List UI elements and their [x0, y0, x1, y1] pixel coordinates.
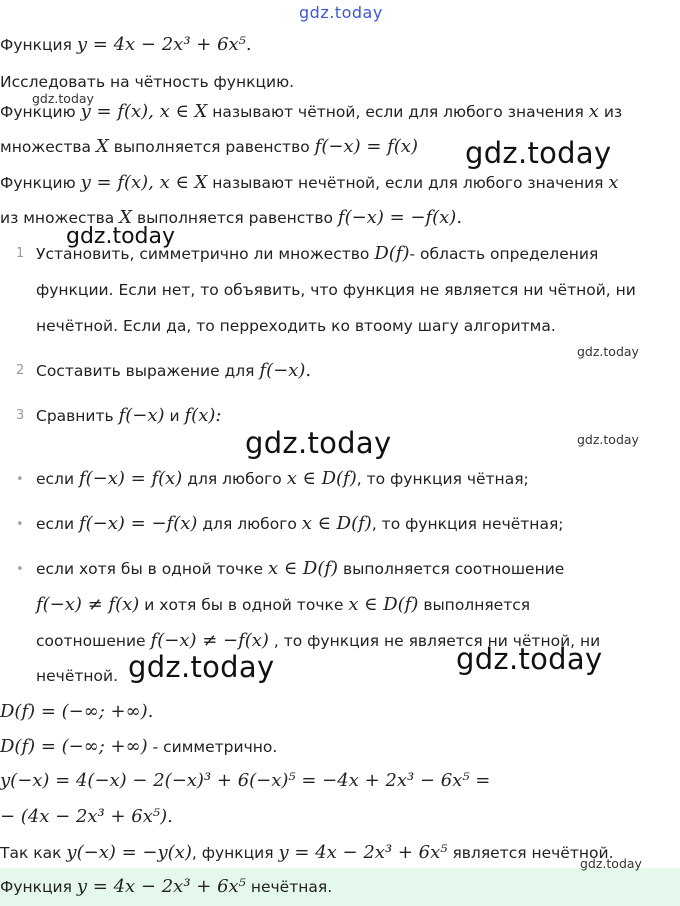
step-3 [36, 405, 221, 427]
bullet-neither-text-5: , то функция не является ни чётной, ни [273, 632, 601, 650]
answer-prefix: Функция [0, 878, 72, 896]
step-1-text-end: - область определения [409, 245, 599, 263]
solution-domain-formula: D(f) = (−∞; +∞) [0, 736, 148, 757]
def-odd-set-word: из множества [0, 209, 115, 227]
bullet-neither-text: если хотя бы в одной точке [36, 560, 264, 578]
step-1-text: Установить, симметрично ли множество [36, 245, 370, 263]
conclusion-text-3: является нечётной. [452, 844, 614, 862]
step-1-line-2: функции. Если нет, то объявить, что функция не является ни чётной, ни [36, 281, 636, 299]
solution-conclusion [0, 842, 614, 864]
watermark-small: gdz.today [580, 856, 642, 871]
def-even-x: x [588, 101, 599, 122]
conclusion-formula-2: y = 4x − 2x³ + 6x⁵ [278, 842, 448, 863]
conclusion-text-2: , функция [191, 844, 274, 862]
watermark-large: gdz.today [128, 650, 275, 684]
bullet-neither-text-2: и хотя бы в одной точке [144, 596, 344, 614]
step-number-1: 1 [16, 246, 25, 261]
task-prefix: Функция [0, 36, 72, 54]
bullet-odd [36, 513, 564, 535]
def-even-line-2 [0, 136, 418, 158]
def-odd-set: X [119, 207, 133, 228]
def-odd-text: называют нечётной, если для любого значения [212, 174, 604, 192]
watermark-small: gdz.today [32, 91, 94, 106]
bullet-even-b: для любого [187, 470, 282, 488]
bullet-odd-b: для любого [202, 515, 297, 533]
bullet-neither-text-3: выполняется [423, 596, 531, 614]
def-odd-formula: y = f(x), x ∈ X [80, 172, 208, 193]
def-even-text: называют чётной, если для любого значения [212, 103, 584, 121]
bullet-odd-c: , то функция нечётная; [371, 515, 564, 533]
def-even-iz: из [603, 103, 623, 121]
def-odd-equality-text: выполняется равенство [136, 209, 333, 227]
step-number-2: 2 [16, 363, 25, 378]
def-odd-line-1 [0, 172, 619, 194]
def-even-equality: f(−x) = f(x) [314, 136, 418, 157]
bullet-even [36, 468, 529, 490]
solution-symmetric-text: - симметрично. [152, 738, 278, 756]
bullet-neither-domain: x ∈ D(f) [268, 558, 339, 579]
watermark-large: gdz.today [245, 426, 392, 460]
bullet-marker: • [16, 562, 24, 577]
bullet-neither-text-4: соотношение [36, 632, 146, 650]
step-1-line-3: нечётной. Если да, то перреходить ко втоому шагу алгоритма. [36, 317, 556, 335]
step-3-and: и [169, 407, 180, 425]
step-2-text: Составить выражение для [36, 362, 255, 380]
def-even-set: X [95, 136, 109, 157]
def-even-set-word: множества [0, 138, 91, 156]
bullet-neither-line-2 [36, 594, 530, 616]
task-formula: y = 4x − 2x³ + 6x⁵. [76, 34, 252, 55]
answer-formula: y = 4x − 2x³ + 6x⁵ [76, 876, 246, 897]
def-odd-word: Функцию [0, 174, 76, 192]
step-number-3: 3 [16, 408, 25, 423]
conclusion-formula-1: y(−x) = −y(x) [66, 842, 192, 863]
bullet-odd-domain: x ∈ D(f) [301, 513, 372, 534]
watermark-small: gdz.today [577, 344, 639, 359]
def-odd-x: x [608, 172, 619, 193]
def-even-formula: y = f(x), x ∈ X [80, 101, 208, 122]
bullet-marker: • [16, 472, 24, 487]
watermark-medium: gdz.today [66, 224, 176, 249]
bullet-neither-line-4: нечётной. [36, 667, 119, 685]
answer-suffix: нечётная. [250, 878, 333, 896]
bullet-even-formula: f(−x) = f(x) [78, 468, 183, 489]
def-even-word: Функцию [0, 103, 76, 121]
step-3-formula-2: f(x): [184, 405, 222, 426]
step-2-formula: f(−x). [259, 360, 312, 381]
watermark-top: gdz.today [299, 3, 383, 22]
step-3-text: Сравнить [36, 407, 114, 425]
step-1-formula: D(f) [374, 243, 410, 264]
watermark-small: gdz.today [577, 432, 639, 447]
watermark-large: gdz.today [465, 136, 612, 170]
solution-calc-line-2: − (4x − 2x³ + 6x⁵). [0, 806, 173, 827]
bullet-neither-line-1 [36, 558, 564, 580]
step-2 [36, 360, 311, 382]
def-odd-equality: f(−x) = −f(x). [337, 207, 463, 228]
step-3-formula-1: f(−x) [118, 405, 165, 426]
task-line [0, 34, 252, 56]
solution-domain-symmetric [0, 736, 277, 758]
solution-domain: D(f) = (−∞; +∞). [0, 701, 154, 722]
watermark-large: gdz.today [456, 642, 603, 676]
bullet-marker: • [16, 517, 24, 532]
conclusion-text-1: Так как [0, 844, 62, 862]
def-even-equality-text: выполняется равенство [113, 138, 310, 156]
solution-calc-line-1: y(−x) = 4(−x) − 2(−x)³ + 6(−x)⁵ = −4x + 2x³ − 6x⁵ = [0, 770, 491, 791]
bullet-even-domain: x ∈ D(f) [286, 468, 357, 489]
answer-line [0, 876, 332, 898]
bullet-even-a: если [36, 470, 75, 488]
bullet-neither-domain-2: x ∈ D(f) [348, 594, 419, 615]
bullet-odd-a: если [36, 515, 75, 533]
bullet-even-c: , то функция чётная; [356, 470, 529, 488]
bullet-neither-text-end: выполняется соотношение [343, 560, 565, 578]
bullet-neither-formula-2: f(−x) ≠ −f(x) [150, 630, 269, 651]
bullet-neither-formula-1: f(−x) ≠ f(x) [36, 594, 140, 615]
bullet-odd-formula: f(−x) = −f(x) [78, 513, 198, 534]
instruction: Исследовать на чётность функцию. [0, 73, 295, 91]
